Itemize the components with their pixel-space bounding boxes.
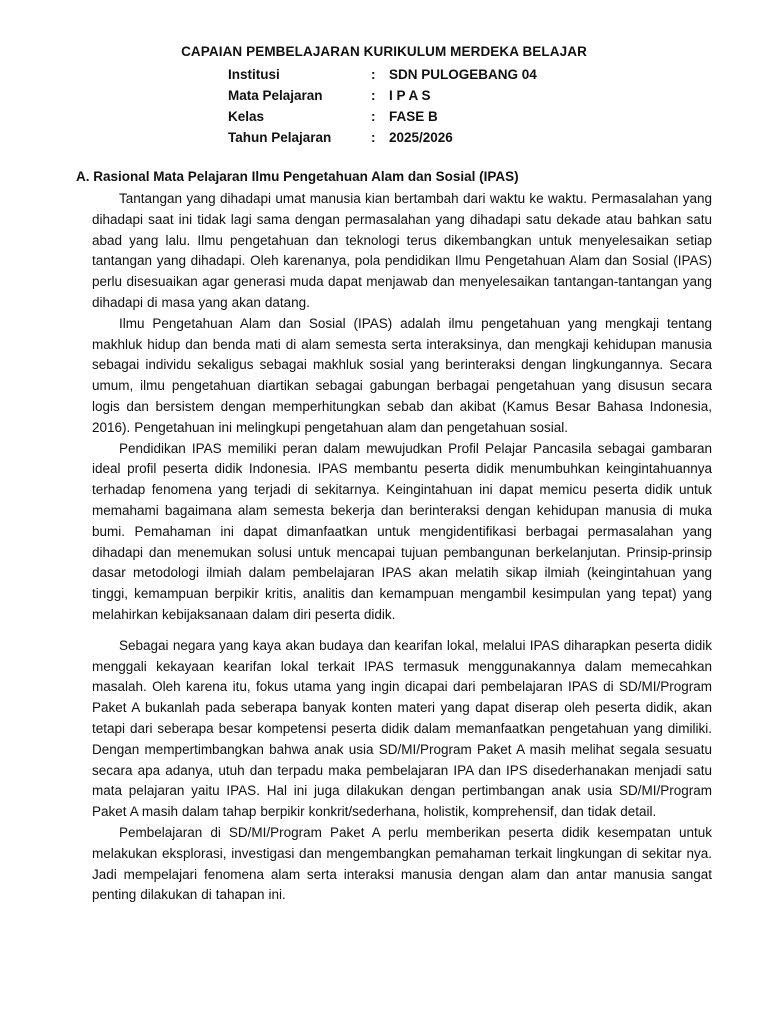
- paragraph: Pembelajaran di SD/MI/Program Paket A perlu memberikan peserta didik kesempatan untuk melakukan eksplorasi, investigasi dan mengembangkan pemahaman terkait lingkungan di sekitar nya. Jadi mempelajari fenomena alam serta interaksi manusia dengan alam dan antar manusia sangat penting dilakukan di tahapan ini.: [92, 824, 712, 903]
- meta-value: I P A S: [389, 88, 431, 103]
- meta-colon: :: [371, 130, 376, 145]
- paragraph: Sebagai negara yang kaya akan budaya dan kearifan lokal, melalui IPAS diharapkan peserta didik menggali kekayaan kearifan lokal terkait IPAS termasuk menggunakannya dalam memecahkan masalah. Oleh karena itu, fokus utama yang ingin dicapai dari pembelajaran IPAS di SD/MI/Program Paket A bukanlah pada seberapa banyak konten materi yang dapat diserap oleh peserta didik, akan tetapi dari seberapa besar kompetensi peserta didik dalam memanfaatkan pengetahuan yang dimiliki. Dengan mempertimbangkan bahwa anak usia SD/MI/Program Paket A masih melihat segala sesuatu secara apa adanya, utuh dan terpadu maka pembelajaran IPA dan IPS disederhanakan menjadi satu mata pelajaran yaitu IPAS. Hal ini juga dilakukan dengan pertimbangan anak usia SD/MI/Program Paket A masih dalam tahap berpikir konkrit/sederhana, holistik, komprehensif, dan tidak detail.: [92, 637, 712, 820]
- document-meta-table: [228, 66, 537, 150]
- meta-row-tahun-pelajaran: [228, 129, 537, 150]
- meta-key: Institusi: [228, 67, 280, 82]
- meta-value: FASE B: [389, 109, 438, 124]
- meta-value: SDN PULOGEBANG 04: [389, 67, 537, 82]
- section-body: [92, 189, 712, 906]
- meta-row-institusi: [228, 66, 537, 87]
- paragraph: Pendidikan IPAS memiliki peran dalam mewujudkan Profil Pelajar Pancasila sebagai gambaran ideal profil peserta didik Indonesia. IPAS membantu peserta didik menumbuhkan keingintahuannya terhadap fenomena yang terjadi di sekitarnya. Keingintahuan ini dapat memicu peserta didik untuk memahami bagaimana alam semesta bekerja dan berinteraksi dengan kehidupan manusia di muka bumi. Pemahaman ini dapat dimanfaatkan untuk mengidentifikasi berbagai permasalahan yang dihadapi dan menemukan solusi untuk mencapai tujuan pembangunan berkelanjutan. Prinsip-prinsip dasar metodologi ilmiah dalam pembelajaran IPAS akan melatih sikap ilmiah (keingintahuan yang tinggi, kemampuan berpikir kritis, analitis dan kemampuan mengambil kesimpulan yang tepat) yang melahirkan kebijaksanaan dalam diri peserta didik.: [92, 440, 712, 622]
- meta-colon: :: [371, 67, 376, 82]
- meta-row-mata-pelajaran: [228, 87, 537, 108]
- document-title: CAPAIAN PEMBELAJARAN KURIKULUM MERDEKA BELAJAR: [181, 44, 587, 59]
- meta-value: 2025/2026: [389, 130, 453, 145]
- meta-colon: :: [371, 88, 376, 103]
- paragraph: Tantangan yang dihadapi umat manusia kian bertambah dari waktu ke waktu. Permasalahan yang dihadapi saat ini tidak lagi sama dengan permasalahan yang dihadapi satu dekade atau bahkan satu abad yang lalu. Ilmu pengetahuan dan teknologi terus dikembangkan untuk menyelesaikan setiap tantangan yang dihadapi. Oleh karenanya, pola pendidikan Ilmu Pengetahuan Alam dan Sosial (IPAS) perlu disesuaikan agar generasi muda dapat menjawab dan menyelesaikan tantangan-tantangan yang dihadapi di masa yang akan datang.: [92, 191, 712, 310]
- paragraph: Ilmu Pengetahuan Alam dan Sosial (IPAS) adalah ilmu pengetahuan yang mengkaji tentang makhluk hidup dan benda mati di alam semesta serta interaksinya, dan mengkaji kehidupan manusia sebagai individu sekaligus sebagai makhluk sosial yang berinteraksi dengan lingkungannya. Secara umum, ilmu pengetahuan diartikan sebagai gabungan berbagai pengetahuan yang disusun secara logis dan bersistem dengan memperhitungkan sebab dan akibat (Kamus Besar Bahasa Indonesia, 2016). Pengetahuan ini melingkupi pengetahuan alam dan pengetahuan sosial.: [92, 315, 712, 435]
- meta-key: Kelas: [228, 109, 265, 124]
- meta-key: Tahun Pelajaran: [228, 130, 332, 145]
- section-heading: A. Rasional Mata Pelajaran Ilmu Pengetahuan Alam dan Sosial (IPAS): [76, 169, 519, 184]
- meta-row-kelas: [228, 108, 537, 129]
- meta-key: Mata Pelajaran: [228, 88, 323, 103]
- meta-colon: :: [371, 109, 376, 124]
